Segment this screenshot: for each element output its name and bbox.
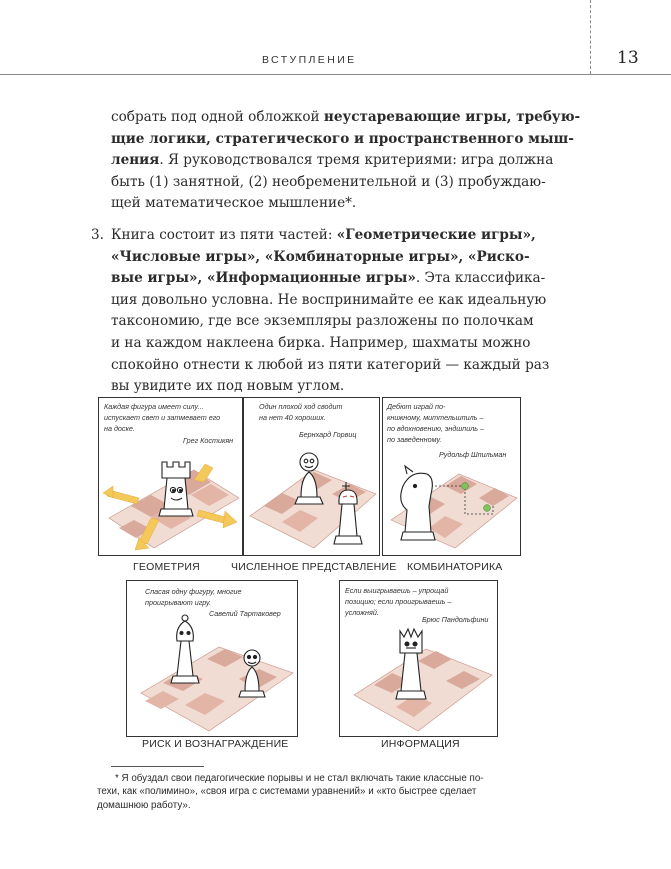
target-dot <box>484 505 491 512</box>
panel-quote: Один плохой ход сводит на нет 40 хороших. <box>259 402 343 422</box>
text-run-bold: вые игры», «Информационные игры» <box>111 270 416 287</box>
text-run-bold: ления <box>111 152 160 169</box>
panel-caption: ГЕОМЕТРИЯ <box>133 561 200 573</box>
bishop-pawn-illustration <box>127 581 297 736</box>
panel-caption: КОМБИНАТОРИКА <box>407 561 503 573</box>
knight-piece <box>401 466 435 540</box>
text-line <box>111 129 580 151</box>
header-divider <box>590 0 591 74</box>
footnote-line: домашнюю работу». <box>97 799 191 811</box>
list-number: 3. <box>91 227 104 243</box>
text-line: и на каждом наклеена бирка. Например, шахматы можно <box>111 334 531 351</box>
panel-quote-author: Бернхард Горвиц <box>299 430 357 439</box>
panel-caption: ЧИСЛЕННОЕ ПРЕДСТАВЛЕНИЕ <box>231 561 397 573</box>
panel-quote: Каждая фигура имеет силу... испускает свет и затмевает его на доске. <box>104 402 221 433</box>
rook-board-illustration <box>99 398 242 555</box>
illustration-panel-geometry <box>98 397 243 556</box>
panel-quote-author: Грег Костикян <box>183 436 234 445</box>
illustration-panel-combinatorics <box>382 397 521 556</box>
footnote-rule <box>111 766 204 767</box>
text-line <box>111 247 549 269</box>
panel-quote: Если выигрываешь – упрощай позицию; если проигрываешь – усложняй. <box>345 586 452 617</box>
pawn-king-illustration <box>244 398 379 555</box>
text-line <box>111 150 580 172</box>
header-rule <box>0 74 671 75</box>
text-run: собрать под одной обложкой <box>111 109 324 125</box>
text-line <box>111 225 549 247</box>
panel-quote: Спасая одну фигуру, многие проигрывают игру. <box>145 587 242 607</box>
queen-illustration <box>340 581 497 736</box>
text-line: щей математическое мышление*. <box>111 195 357 212</box>
text-line: таксономию, где все экземпляры разложены по полочкам <box>111 313 534 330</box>
panel-quote: Дебют играй по- книжному, миттельшпиль – по вдохновению, эндшпиль – по заведенному. <box>387 402 485 444</box>
page-number: 13 <box>617 48 639 68</box>
list-item-paragraph <box>111 225 549 398</box>
text-run: . Я руководствовался тремя критериями: игра должна <box>159 152 554 169</box>
panel-quote-author: Савелий Тартаковер <box>209 609 281 618</box>
text-line: быть (1) занятной, (2) необременительной и (3) пробуждаю- <box>111 173 546 190</box>
text-line <box>111 268 549 290</box>
text-line <box>111 107 580 129</box>
text-run-bold: «Геометрические игры», <box>336 227 536 243</box>
panel-caption: ИНФОРМАЦИЯ <box>381 738 460 750</box>
target-dot <box>462 483 469 490</box>
panel-caption: РИСК И ВОЗНАГРАЖДЕНИЕ <box>142 738 289 750</box>
illustration-panel-information <box>339 580 498 737</box>
panel-quote-author: Рудольф Шпильман <box>439 450 507 459</box>
text-run-bold: неустаревающие игры, требую- <box>323 109 581 125</box>
footnote-line: техи, как «полимино», «своя игра с системами уравнений» и «кто быстрее сделает <box>97 786 477 798</box>
text-line: вы увидите их под новым углом. <box>111 378 345 395</box>
footnote <box>97 772 527 812</box>
text-run-bold: «Числовые игры», «Комбинаторные игры», «Риско- <box>111 248 530 265</box>
knight-illustration <box>383 398 520 555</box>
text-line: ция довольно условна. Не воспринимайте ее как идеальную <box>111 291 547 308</box>
running-head: ВСТУПЛЕНИЕ <box>262 54 357 66</box>
illustration-panel-numeric <box>243 397 380 556</box>
text-run-bold: щие логики, стратегического и пространственного мыш- <box>111 130 574 147</box>
illustration-panel-risk <box>126 580 298 737</box>
paragraph-continuation <box>111 107 580 215</box>
text-line: спокойно отнести к любой из пяти категорий — каждый раз <box>111 356 550 373</box>
panel-quote-author: Брюс Пандольфини <box>422 615 489 624</box>
text-run: Книга состоит из пяти частей: <box>111 227 337 243</box>
text-run: . Эта классифика- <box>415 270 546 287</box>
footnote-line: * Я обуздал свои педагогические порывы и не стал включать такие классные по- <box>115 773 484 784</box>
